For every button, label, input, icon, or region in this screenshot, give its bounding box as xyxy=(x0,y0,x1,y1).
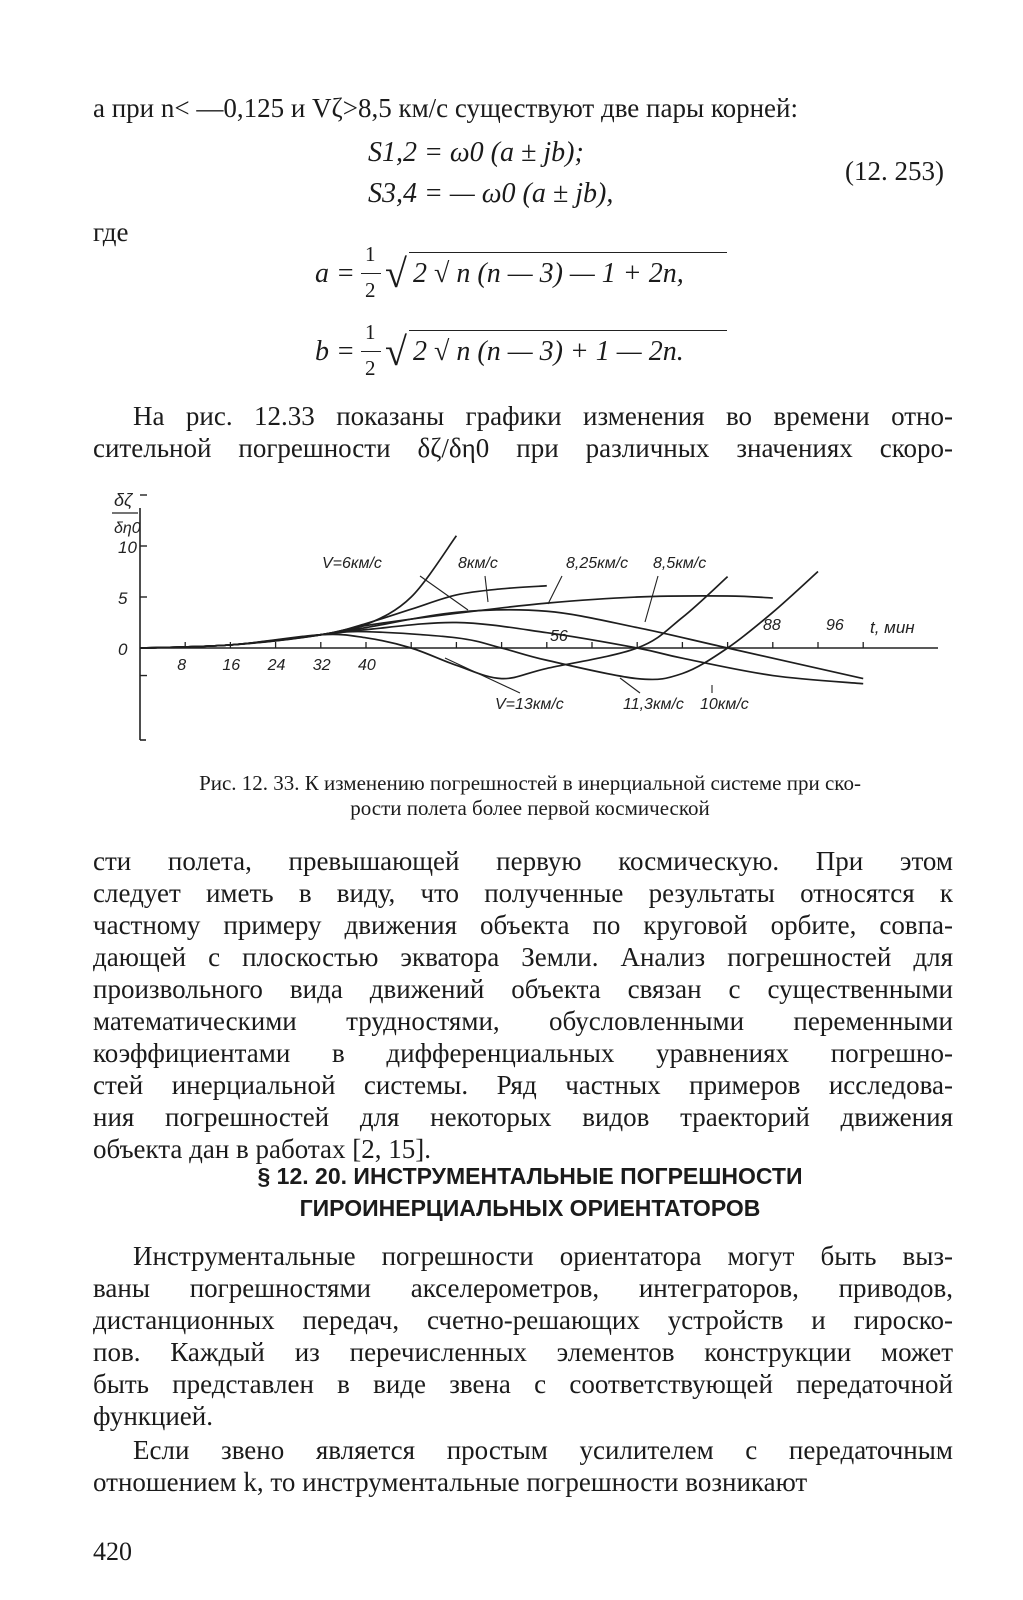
caption-line: рости полета более первой космической xyxy=(350,796,710,820)
heading-line: § 12. 20. ИНСТРУМЕНТАЛЬНЫЕ ПОГРЕШНОСТИ xyxy=(257,1163,803,1189)
series-leader-line xyxy=(445,658,520,693)
chart-curves xyxy=(140,536,863,684)
figure-caption xyxy=(110,771,950,821)
heading-line: ГИРОИНЕРЦИАЛЬНЫХ ОРИЕНТАТОРОВ xyxy=(299,1195,761,1221)
equation-a-lhs: a = xyxy=(315,258,355,289)
sqrt-sign-a: √ xyxy=(385,251,407,296)
series-line-4 xyxy=(140,622,863,683)
equation-s12: S1,2 = ω0 (a ± jb); xyxy=(368,137,584,168)
x-tick-label: 16 xyxy=(222,657,241,674)
intro-line: а при n< —0,125 и Vζ>8,5 км/с существуют две пары корней: xyxy=(93,93,798,123)
series-leader-line xyxy=(485,576,488,602)
sqrt-bar-a xyxy=(409,252,727,253)
series-label: 8,25км/с xyxy=(566,555,629,572)
fraction-half-b-den: 2 xyxy=(365,356,376,380)
paragraph-line: отношением k, то инструментальные погрешности возникают xyxy=(93,1467,808,1497)
x-axis-label: t, мин xyxy=(870,618,915,637)
y-tick-label: 10 xyxy=(118,538,137,557)
x-tick-label: 24 xyxy=(267,657,286,674)
series-line-1 xyxy=(140,586,547,648)
paragraph-line: дистанционных передач, счетно-решающих устройств и гироско- xyxy=(93,1305,953,1335)
series-line-0 xyxy=(140,536,456,648)
paragraph-line: Инструментальные погрешности ориентатора могут быть выз- xyxy=(133,1241,953,1271)
equation-a-radicand: 2 √ n (n — 3) — 1 + 2n, xyxy=(413,258,684,289)
paragraph-line: функцией. xyxy=(93,1401,213,1431)
equation-b xyxy=(315,318,735,388)
paragraph-line: дающей с плоскостью экватора Земли. Анализ погрешностей для xyxy=(93,942,953,972)
equation-b-lhs: b = xyxy=(315,336,355,367)
error-chart xyxy=(100,478,960,748)
series-label: 10км/с xyxy=(700,696,749,713)
fraction-bar-b xyxy=(361,351,381,352)
sqrt-bar-b xyxy=(409,330,727,331)
series-leader-line xyxy=(420,576,468,610)
paragraph-amplifier xyxy=(93,1434,953,1498)
paragraph-intro-figure xyxy=(93,400,953,464)
y-axis-label-denominator: δη0 xyxy=(114,520,141,537)
x-tick-label: 32 xyxy=(312,657,331,674)
equation-b-radicand: 2 √ n (n — 3) + 1 — 2n. xyxy=(413,336,684,367)
series-label: 8,5км/с xyxy=(653,555,707,572)
fraction-half-a: 1 xyxy=(365,242,376,266)
fraction-bar-a xyxy=(361,273,381,274)
paragraph-line: ния погрешностей для некоторых видов траекторий движения xyxy=(93,1102,953,1132)
page-number: 420 xyxy=(93,1537,132,1566)
fraction-half-b: 1 xyxy=(365,320,376,344)
paragraph-line: На рис. 12.33 показаны графики изменения во времени отно- xyxy=(133,401,953,431)
series-label: 11,3км/с xyxy=(623,696,684,713)
y-axis-label-numerator: δζ xyxy=(114,490,133,510)
y-tick-label: 5 xyxy=(118,589,128,608)
y-tick-label: 0 xyxy=(118,640,128,659)
paragraph-line: Если звено является простым усилителем с передаточным xyxy=(133,1435,953,1465)
series-label: 8км/с xyxy=(458,555,498,572)
x-tick-label: 8 xyxy=(177,657,187,674)
paragraph-line: коэффициентами в дифференциальных уравнениях погрешно- xyxy=(93,1038,953,1068)
section-heading xyxy=(150,1160,910,1224)
chart-labels xyxy=(112,490,915,713)
crossing-time-label: 56 xyxy=(550,628,568,645)
fraction-half-a-den: 2 xyxy=(365,278,376,302)
paragraph-line: произвольного вида движений объекта связан с существенными xyxy=(93,974,953,1004)
paragraph-instrumental xyxy=(93,1240,953,1432)
series-label: V=13км/с xyxy=(495,696,564,713)
where-word: где xyxy=(93,217,129,247)
paragraph-line: сти полета, превышающей первую космическую. При этом xyxy=(93,846,953,876)
equation-s34: S3,4 = — ω0 (a ± jb), xyxy=(368,178,614,209)
crossing-time-label: 88 xyxy=(763,617,781,634)
series-label: V=6км/с xyxy=(322,555,382,572)
paragraph-line: быть представлен в виде звена с соответствующей передаточной xyxy=(93,1369,953,1399)
paragraph-line: следует иметь в виду, что полученные результаты относятся к xyxy=(93,878,953,908)
series-leader-line xyxy=(620,678,640,693)
sqrt-sign-b: √ xyxy=(385,329,407,374)
caption-line: Рис. 12. 33. К изменению погрешностей в инерциальной системе при ско- xyxy=(199,771,861,795)
series-leader-line xyxy=(645,576,658,622)
series-leader-line xyxy=(548,576,562,604)
paragraph-line: объекта дан в работах [2, 15]. xyxy=(93,1134,432,1164)
paragraph-line: ваны погрешностями акселерометров, интеграторов, приводов, xyxy=(93,1273,953,1303)
equation-a xyxy=(315,240,735,310)
paragraph-line: стей инерциальной системы. Ряд частных примеров исследова- xyxy=(93,1070,953,1100)
paragraph-main xyxy=(93,845,953,1165)
paragraph-line: математическими трудностями, обусловленными переменными xyxy=(93,1006,953,1036)
paragraph-line: пов. Каждый из перечисленных элементов конструкции может xyxy=(93,1337,953,1367)
x-tick-label: 40 xyxy=(358,657,376,674)
paragraph-line: частному примеру движения объекта по круговой орбите, совпа- xyxy=(93,910,953,940)
crossing-time-label: 96 xyxy=(826,617,844,634)
paragraph-line: сительной погрешности δζ/δη0 при различных значениях скоро- xyxy=(93,433,953,463)
equation-number: (12. 253) xyxy=(845,156,944,186)
